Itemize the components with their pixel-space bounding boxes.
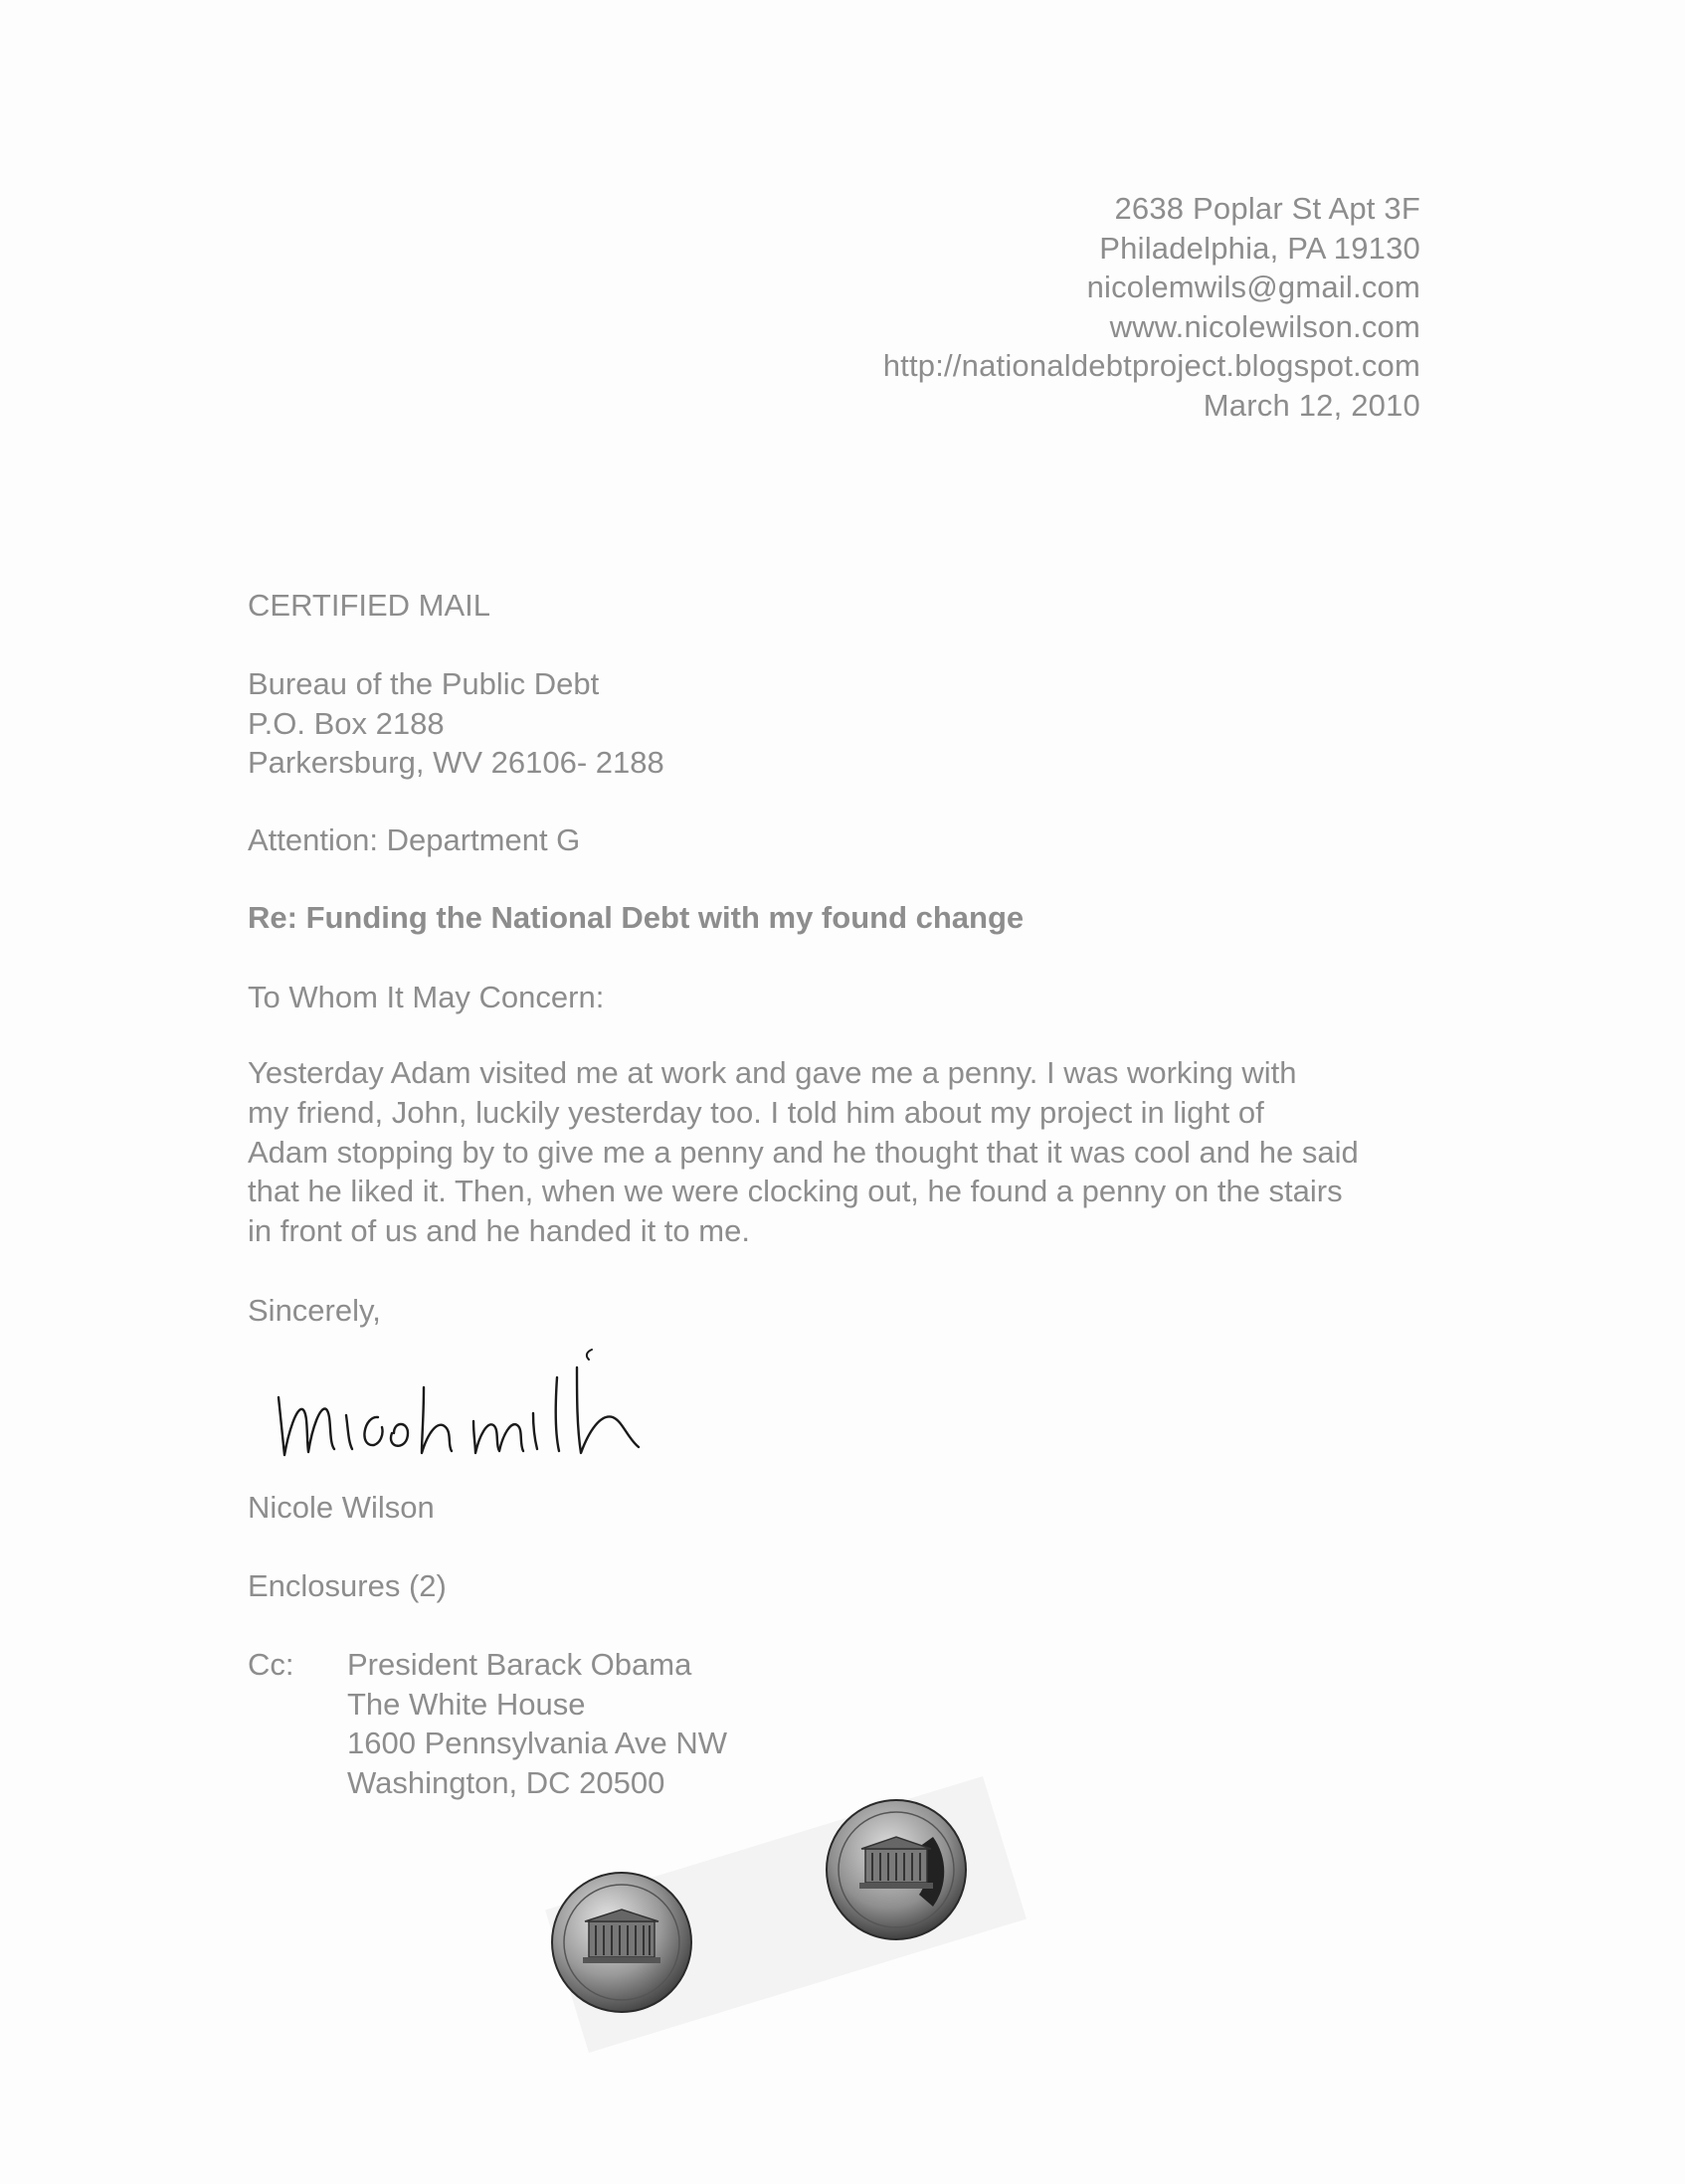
sender-website: www.nicolewilson.com: [1109, 308, 1420, 344]
cc-name: President Barack Obama: [347, 1647, 692, 1682]
body-line: Yesterday Adam visited me at work and gave me a penny. I was working with: [248, 1055, 1297, 1090]
subject-line: Re: Funding the National Debt with my found change: [248, 900, 1025, 935]
recipient-city: Parkersburg, WV 26106- 2188: [248, 745, 664, 780]
letter-body: [248, 1053, 1441, 1251]
certified-mail-label: CERTIFIED MAIL: [248, 588, 491, 623]
letter-date: March 12, 2010: [1203, 387, 1420, 423]
sender-city: Philadelphia, PA 19130: [1099, 230, 1420, 266]
body-line: in front of us and he handed it to me.: [248, 1213, 750, 1249]
handwritten-signature: [269, 1338, 776, 1487]
cc-block: [248, 1645, 727, 1802]
body-line: that he liked it. Then, when we were clocking out, he found a penny on the stairs: [248, 1174, 1343, 1209]
cc-street: 1600 Pennsylvania Ave NW: [347, 1726, 727, 1760]
body-line: Adam stopping by to give me a penny and he thought that it was cool and he said: [248, 1134, 1359, 1170]
recipient-name: Bureau of the Public Debt: [248, 666, 600, 701]
penny-coin: [824, 1797, 969, 1942]
cc-org: The White House: [347, 1686, 586, 1722]
penny-coin: [549, 1870, 694, 2015]
attention-line: Attention: Department G: [248, 822, 581, 857]
cc-city: Washington, DC 20500: [347, 1764, 665, 1800]
sender-address-block: [883, 189, 1420, 425]
signer-name: Nicole Wilson: [248, 1490, 435, 1525]
recipient-address-block: [248, 664, 664, 783]
sender-blog: http://nationaldebtproject.blogspot.com: [882, 348, 1420, 383]
salutation: To Whom It May Concern:: [248, 980, 605, 1014]
recipient-po-box: P.O. Box 2188: [248, 705, 445, 741]
enclosures-note: Enclosures (2): [248, 1568, 447, 1603]
sender-street: 2638 Poplar St Apt 3F: [1114, 191, 1420, 226]
cc-label: Cc:: [248, 1647, 294, 1682]
body-line: my friend, John, luckily yesterday too. I told him about my project in light of: [248, 1094, 1264, 1130]
closing: Sincerely,: [248, 1293, 381, 1328]
sender-email: nicolemwils@gmail.com: [1086, 270, 1420, 304]
